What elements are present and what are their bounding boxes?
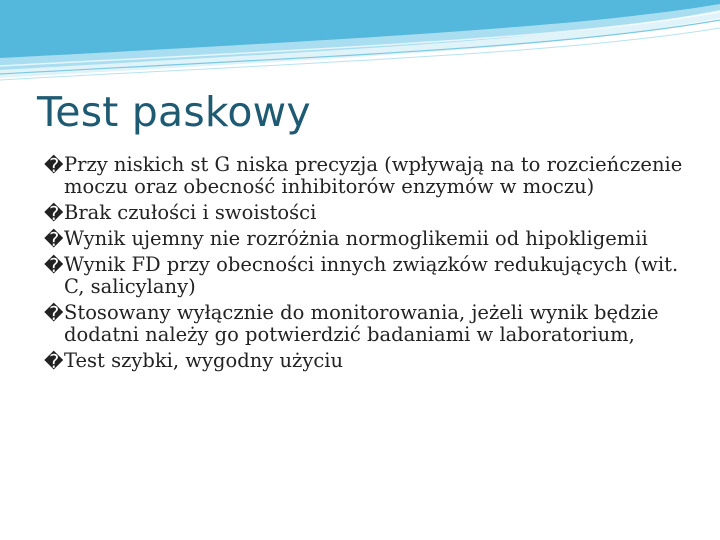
bullet-item [44, 154, 694, 198]
bullet-list [44, 154, 694, 376]
bullet-glyph-icon: � [44, 229, 64, 251]
bullet-text: Wynik FD przy obecności innych związków redukujących (wit. C, salicylany) [64, 253, 679, 298]
bullet-glyph-icon: � [44, 203, 64, 225]
header-wave-decoration [0, 0, 720, 90]
bullet-glyph-icon: � [44, 351, 64, 373]
bullet-glyph-icon: � [44, 155, 64, 177]
bullet-item [44, 302, 694, 346]
bullet-item [44, 202, 694, 224]
bullet-text: Test szybki, wygodny użyciu [64, 349, 344, 372]
bullet-item [44, 350, 694, 372]
bullet-text: Stosowany wyłącznie do monitorowania, jeżeli wynik będzie dodatni należy go potwierdzić badaniami w laboratorium, [64, 301, 659, 346]
slide-title: Test paskowy [37, 88, 311, 136]
bullet-text: Wynik ujemny nie rozróżnia normoglikemii od hipokligemii [64, 227, 648, 250]
bullet-text: Przy niskich st G niska precyzja (wpływają na to rozcieńczenie moczu oraz obecność inhibitorów enzymów w moczu) [64, 153, 683, 198]
bullet-item [44, 254, 694, 298]
bullet-item [44, 228, 694, 250]
bullet-glyph-icon: � [44, 255, 64, 277]
bullet-text: Brak czułości i swoistości [64, 201, 317, 224]
bullet-glyph-icon: � [44, 303, 64, 325]
